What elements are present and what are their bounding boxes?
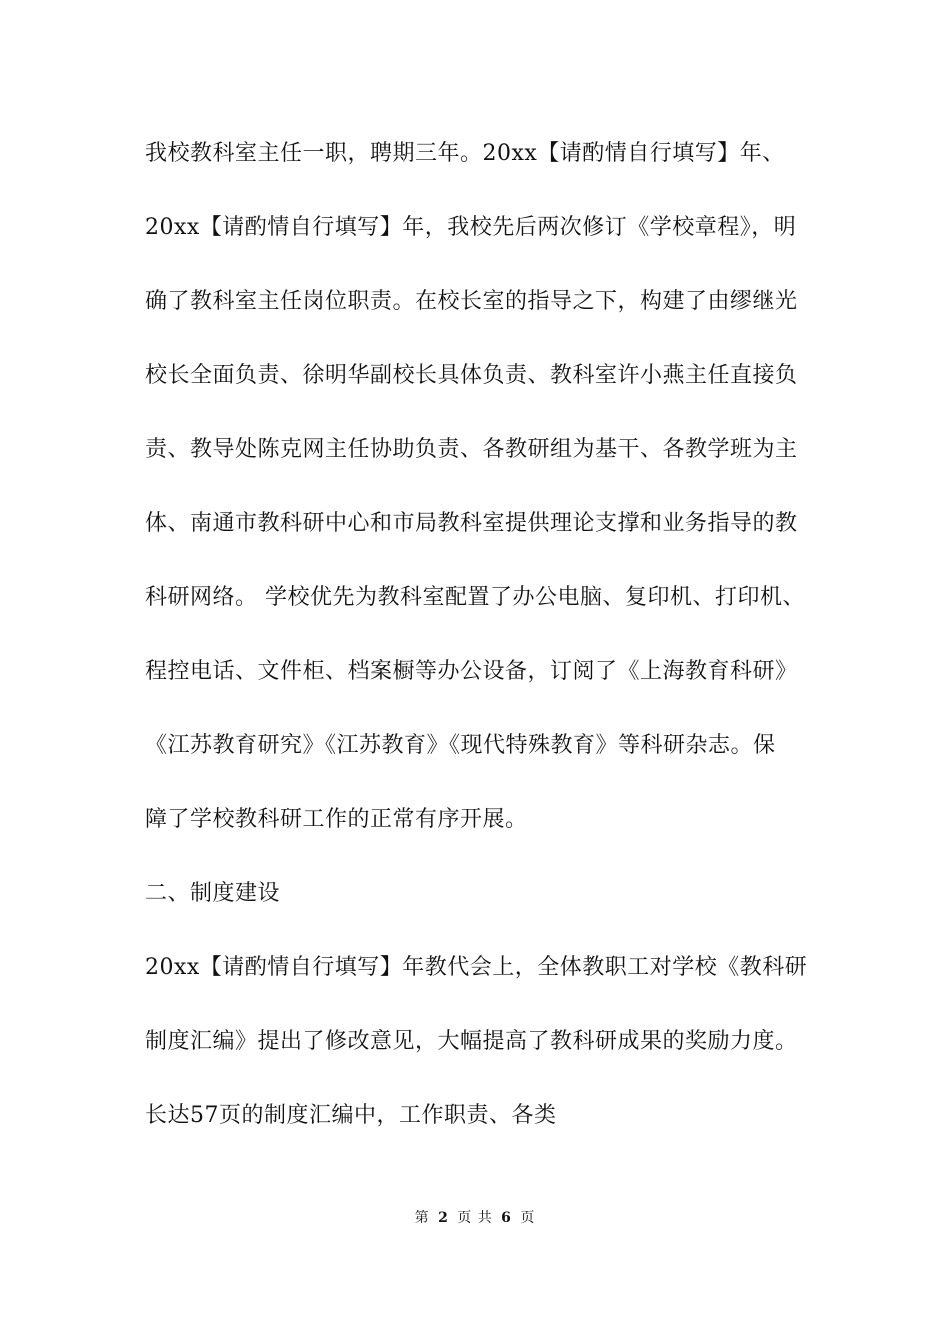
current-page-number: 2 bbox=[438, 1210, 449, 1226]
footer-middle: 页 共 bbox=[457, 1210, 493, 1226]
page-footer bbox=[0, 1208, 950, 1228]
paragraph-line: 责、教导处陈克网主任协助负责、各教研组为基干、各教学班为主 bbox=[145, 437, 798, 462]
paragraph-line: 我校教科室主任一职，聘期三年。20xx【请酌情自行填写】年、 bbox=[145, 141, 785, 166]
paragraph-line: 长达57页的制度汇编中，工作职责、各类 bbox=[145, 1103, 557, 1128]
paragraph-line: 《江苏教育研究》《江苏教育》《现代特殊教育》等科研杂志。保 bbox=[145, 733, 776, 758]
paragraph-line: 20xx【请酌情自行填写】年教代会上，全体教职工对学校《教科研 bbox=[145, 955, 808, 980]
paragraph-line: 制度汇编》提出了修改意见，大幅提高了教科研成果的奖励力度。 bbox=[145, 1029, 798, 1054]
section-heading: 二、制度建设 bbox=[145, 881, 281, 906]
total-pages-number: 6 bbox=[501, 1210, 512, 1226]
paragraph-line: 障了学校教科研工作的正常有序开展。 bbox=[145, 807, 528, 832]
paragraph-line: 程控电话、文件柜、档案橱等办公设备，订阅了《上海教育科研》 bbox=[145, 659, 798, 684]
paragraph-line: 校长全面负责、徐明华副校长具体负责、教科室许小燕主任直接负 bbox=[145, 363, 798, 388]
paragraph-line: 20xx【请酌情自行填写】年，我校先后两次修订《学校章程》，明 bbox=[145, 215, 797, 240]
paragraph-line: 体、南通市教科研中心和市局教科室提供理论支撑和业务指导的教 bbox=[145, 511, 798, 536]
footer-prefix: 第 bbox=[414, 1210, 430, 1226]
footer-suffix: 页 bbox=[520, 1210, 536, 1226]
paragraph-line: 科研网络。 学校优先为教科室配置了办公电脑、复印机、打印机、 bbox=[145, 585, 805, 610]
paragraph-line: 确了教科室主任岗位职责。在校长室的指导之下，构建了由缪继光 bbox=[145, 289, 798, 314]
